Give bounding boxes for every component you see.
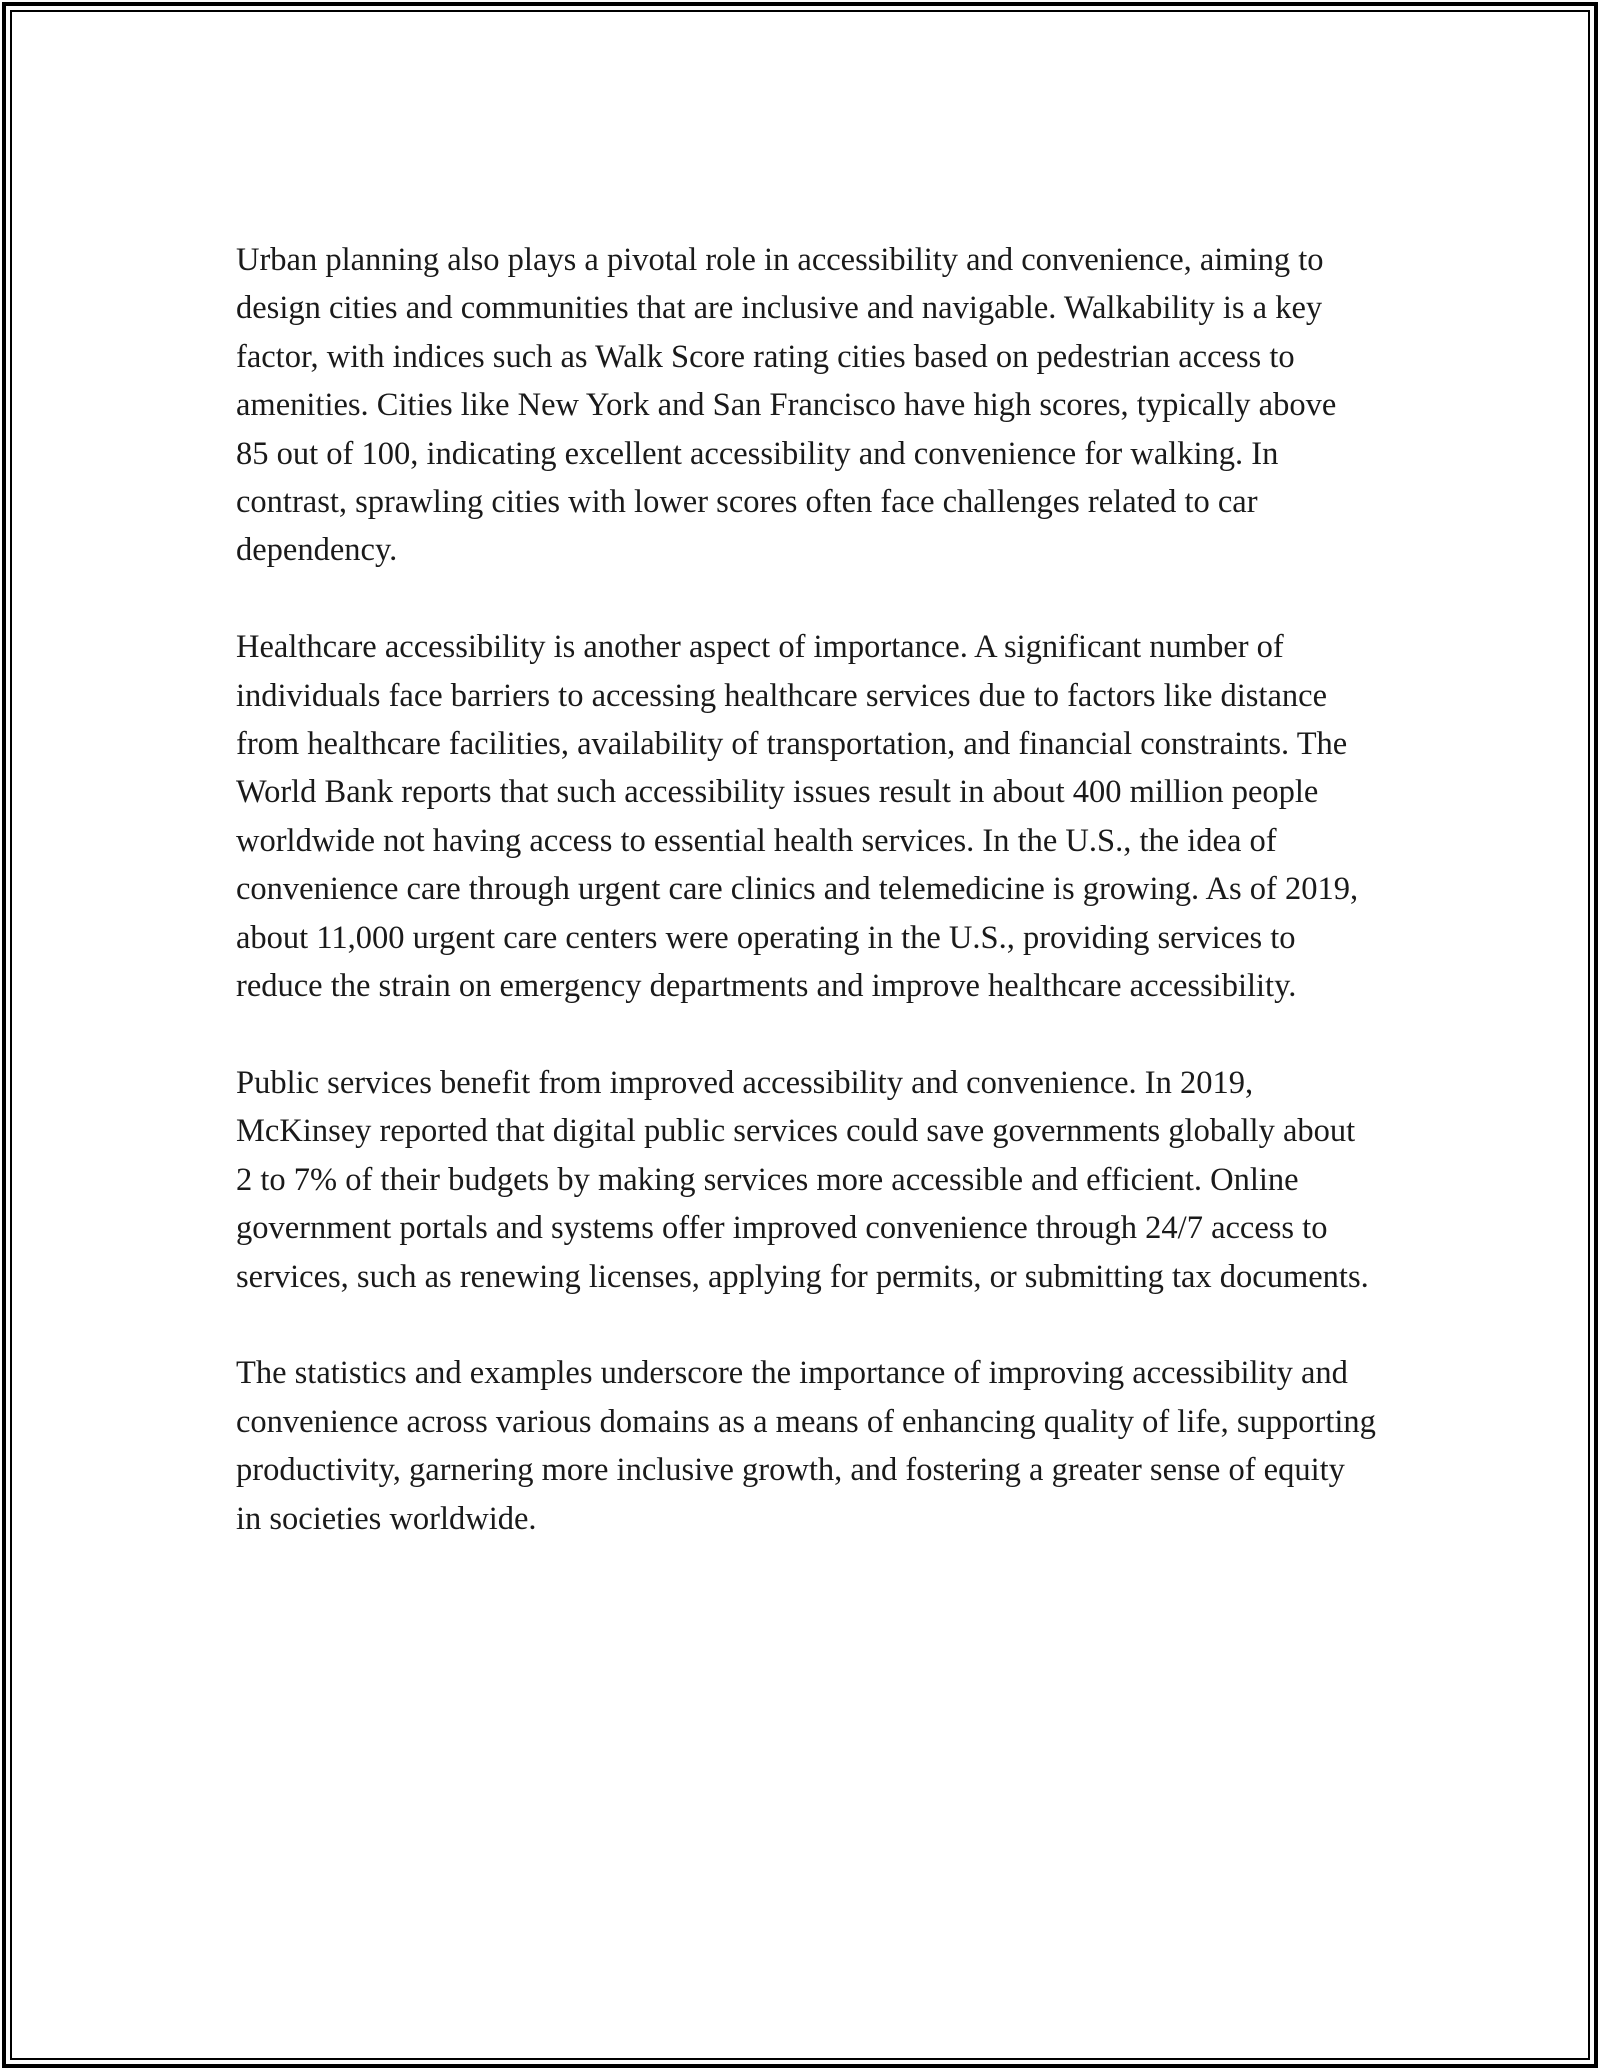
paragraph-healthcare-accessibility: Healthcare accessibility is another aspect of importance. A significant number of individuals face barriers to accessing healthcare services due to factors like distance from healthcare facilities, availability of transportation, and financial constraints. The World Bank reports that such accessibility issues result in about 400 million people worldwide not having access to essential health services. In the U.S., the idea of convenience care through urgent care clinics and telemedicine is growing. As of 2019, about 11,000 urgent care centers were operating in the U.S., providing services to reduce the strain on emergency departments and improve healthcare accessibility. bbox=[236, 629, 1359, 1005]
paragraph-conclusion: The statistics and examples underscore the importance of improving accessibility and convenience across various domains as a means of enhancing quality of life, supporting productivity, garnering more inclusive growth, and fostering a greater sense of equity in societies worldwide. bbox=[236, 1355, 1376, 1537]
paragraph-urban-planning: Urban planning also plays a pivotal role in accessibility and convenience, aiming to design cities and communities that are inclusive and navigable. Walkability is a key factor, with indices such as Walk Score rating cities based on pedestrian access to amenities. Cities like New York and San Francisco have high scores, typically above 85 out of 100, indicating excellent accessibility and convenience for walking. In contrast, sprawling cities with lower scores often face challenges related to car dependency. bbox=[236, 242, 1337, 569]
document-body bbox=[236, 236, 1376, 1591]
paragraph-public-services: Public services benefit from improved accessibility and convenience. In 2019, McKinsey reported that digital public services could save governments globally about 2 to 7% of their budgets by making services more accessible and efficient. Online government portals and systems offer improved convenience through 24/7 access to services, such as renewing licenses, applying for permits, or submitting tax documents. bbox=[236, 1064, 1369, 1295]
